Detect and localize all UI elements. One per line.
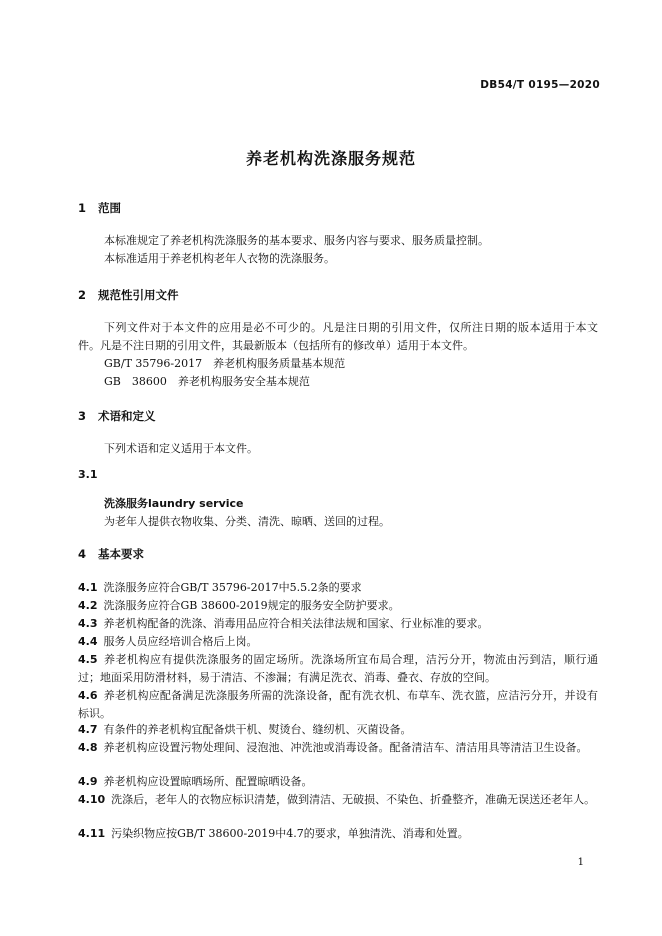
- item-text: 养老机构配备的洗涤、消毒用品应符合相关法律法规和国家、行业标准的要求。: [103, 617, 489, 630]
- section-title: 范围: [98, 201, 121, 215]
- list-item: [78, 615, 598, 633]
- list-item: [78, 791, 598, 809]
- section-1-para-1: 本标准规定了养老机构洗涤服务的基本要求、服务内容与要求、服务质量控制。: [104, 234, 489, 247]
- item-text: 养老机构应配备满足洗涤服务所需的洗涤设备，配有洗衣机、布草车、洗衣篮，应洁污分开，并设有标识。: [78, 689, 598, 720]
- item-number: 4.10: [78, 793, 106, 806]
- list-item: [78, 651, 598, 687]
- item-number: 4.3: [78, 617, 98, 630]
- term-title: 洗涤服务laundry service: [104, 497, 244, 510]
- section-1-heading: [78, 200, 121, 216]
- document-number: DB54/T 0195—2020: [480, 79, 600, 91]
- item-text: 有条件的养老机构宜配备烘干机、熨烫台、缝纫机、灭菌设备。: [103, 723, 412, 736]
- section-3-para: 下列术语和定义适用于本文件。: [104, 442, 258, 455]
- list-item: [78, 687, 598, 723]
- item-text: 洗涤后，老年人的衣物应标识清楚，做到清洁、无破损、不染色、折叠整齐，准确无误送还老年人。: [111, 793, 596, 806]
- section-title: 规范性引用文件: [98, 288, 179, 302]
- item-number: 4.1: [78, 581, 98, 594]
- item-number: 4.11: [78, 827, 106, 840]
- page-number: 1: [577, 857, 584, 868]
- section-number: 1: [78, 201, 87, 215]
- list-item: [78, 579, 598, 597]
- page-title: 养老机构洗涤服务规范: [245, 149, 416, 168]
- section-2-heading: [78, 287, 179, 303]
- term-definition: 为老年人提供衣物收集、分类、清洗、晾晒、送回的过程。: [104, 515, 390, 528]
- list-item: [78, 825, 598, 843]
- list-item: [78, 739, 598, 757]
- item-number: 4.9: [78, 775, 98, 788]
- reference-item: GB/T 35796-2017 养老机构服务质量基本规范: [104, 357, 346, 370]
- list-item: [78, 721, 598, 739]
- item-text: 洗涤服务应符合GB 38600-2019规定的服务安全防护要求。: [103, 599, 400, 612]
- item-text: 洗涤服务应符合GB/T 35796-2017中5.5.2条的要求: [103, 581, 362, 594]
- item-number: 4.2: [78, 599, 98, 612]
- item-text: 污染织物应按GB/T 38600-2019中4.7的要求，单独清洗、消毒和处置。: [111, 827, 469, 840]
- section-2-para: 下列文件对于本文件的应用是必不可少的。凡是注日期的引用文件，仅所注日期的版本适用于本文件。凡是不注日期的引用文件，其最新版本（包括所有的修改单）适用于本文件。: [78, 321, 598, 352]
- item-text: 服务人员应经培训合格后上岗。: [103, 635, 258, 648]
- item-number: 4.5: [78, 653, 98, 666]
- item-number: 4.7: [78, 723, 98, 736]
- item-number: 4.4: [78, 635, 98, 648]
- item-text: 养老机构应设置晾晒场所、配置晾晒设备。: [103, 775, 313, 788]
- section-1-para-2: 本标准适用于养老机构老年人衣物的洗涤服务。: [104, 252, 335, 265]
- section-3-heading: [78, 408, 156, 424]
- section-title: 基本要求: [98, 547, 144, 561]
- list-item: [78, 633, 598, 651]
- item-number: 4.8: [78, 741, 98, 754]
- item-text: 养老机构应设置污物处理间、浸泡池、冲洗池或消毒设备。配备清洁车、清洁用具等清洁卫生设备。: [103, 741, 588, 754]
- list-item: [78, 773, 598, 791]
- subsection-number: 3.1: [78, 468, 98, 481]
- section-number: 3: [78, 409, 87, 423]
- section-number: 2: [78, 288, 87, 302]
- section-number: 4: [78, 547, 87, 561]
- reference-item: GB 38600 养老机构服务安全基本规范: [104, 375, 310, 388]
- item-text: 养老机构应有提供洗涤服务的固定场所。洗涤场所宜布局合理，洁污分开，物流由污到洁，顺行通过；地面采用防滑材料，易于清洁、不渗漏；有满足洗衣、消毒、叠衣、存放的空间。: [78, 653, 598, 684]
- section-4-heading: [78, 546, 144, 562]
- item-number: 4.6: [78, 689, 98, 702]
- list-item: [78, 597, 598, 615]
- section-title: 术语和定义: [98, 409, 156, 423]
